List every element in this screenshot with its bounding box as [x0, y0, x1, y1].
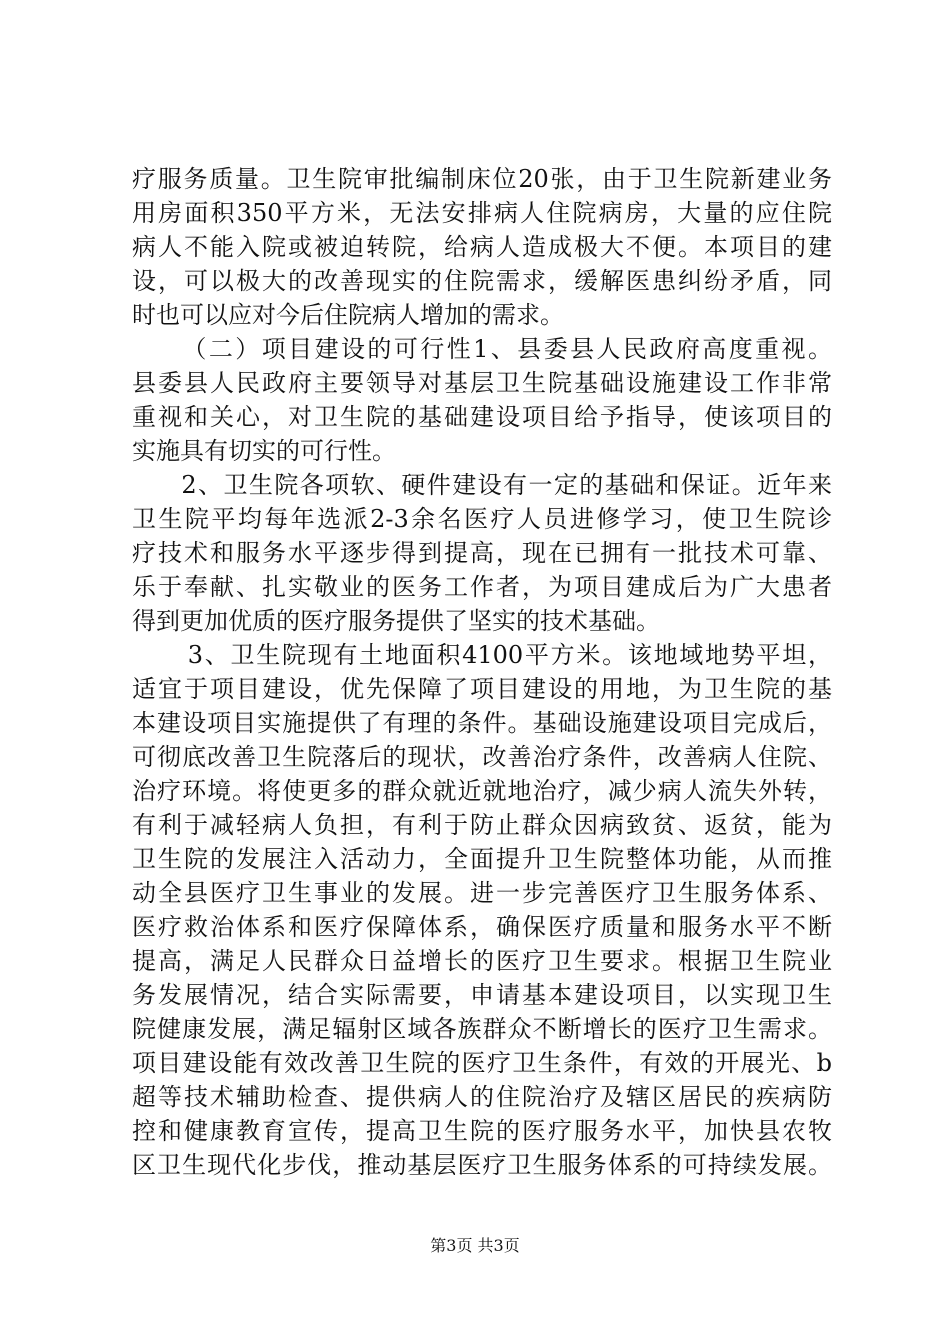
page-number-footer: 第3页 共3页 [430, 1236, 520, 1255]
text-line-8: 重视和关心，对卫生院的基础建设项目给予指导，使该项目的 [132, 403, 832, 431]
text-line-15: 3、卫生院现有土地面积4100平方米。该地域地势平坦， [162, 641, 832, 669]
text-line-13: 乐于奉献、扎实敬业的医务工作者，为项目建成后为广大患者 [132, 573, 832, 601]
text-line-6: （二）项目建设的可行性1、县委县人民政府高度重视。 [168, 335, 832, 363]
text-line-24: 提高，满足人民群众日益增长的医疗卫生要求。根据卫生院业 [132, 947, 832, 975]
text-line-10: 2、卫生院各项软、硬件建设有一定的基础和保证。近年来 [156, 471, 832, 499]
text-line-21: 卫生院的发展注入活动力，全面提升卫生院整体功能，从而推 [132, 845, 832, 873]
text-line-25: 务发展情况，结合实际需要，申请基本建设项目，以实现卫生 [132, 981, 832, 1009]
text-line-23: 医疗救治体系和医疗保障体系，确保医疗质量和服务水平不断 [132, 913, 832, 941]
text-line-1: 疗服务质量。卫生院审批编制床位20张，由于卫生院新建业务 [132, 165, 832, 193]
text-line-28: 超等技术辅助检查、提供病人的住院治疗及辖区居民的疾病防 [132, 1083, 832, 1111]
text-line-11: 卫生院平均每年选派2-3余名医疗人员进修学习，使卫生院诊 [132, 505, 832, 533]
text-line-4: 设，可以极大的改善现实的住院需求，缓解医患纠纷矛盾，同 [132, 267, 832, 295]
text-line-2: 用房面积350平方米，无法安排病人住院病房，大量的应住院 [132, 199, 832, 227]
text-line-12: 疗技术和服务水平逐步得到提高，现在已拥有一批技术可靠、 [132, 539, 832, 567]
text-line-3: 病人不能入院或被迫转院，给病人造成极大不便。本项目的建 [132, 233, 832, 261]
text-line-20: 有利于减轻病人负担，有利于防止群众因病致贫、返贫，能为 [132, 811, 832, 839]
document-body [132, 162, 832, 1182]
text-line-26: 院健康发展，满足辐射区域各族群众不断增长的医疗卫生需求。 [132, 1015, 832, 1043]
text-line-27: 项目建设能有效改善卫生院的医疗卫生条件，有效的开展光、b [132, 1049, 832, 1077]
text-line-5: 时也可以应对今后住院病人增加的需求。 [132, 301, 564, 329]
text-line-7: 县委县人民政府主要领导对基层卫生院基础设施建设工作非常 [132, 369, 832, 397]
text-line-19: 治疗环境。将使更多的群众就近就地治疗，减少病人流失外转， [132, 777, 832, 805]
text-line-9: 实施具有切实的可行性。 [132, 437, 396, 465]
text-line-14: 得到更加优质的医疗服务提供了坚实的技术基础。 [132, 607, 660, 635]
text-line-30: 区卫生现代化步伐，推动基层医疗卫生服务体系的可持续发展。 [132, 1151, 832, 1179]
text-line-18: 可彻底改善卫生院落后的现状，改善治疗条件，改善病人住院、 [132, 743, 832, 771]
text-line-22: 动全县医疗卫生事业的发展。进一步完善医疗卫生服务体系、 [132, 879, 832, 907]
text-line-16: 适宜于项目建设，优先保障了项目建设的用地，为卫生院的基 [132, 675, 832, 703]
text-line-17: 本建设项目实施提供了有理的条件。基础设施建设项目完成后， [132, 709, 832, 737]
text-line-29: 控和健康教育宣传，提高卫生院的医疗服务水平，加快县农牧 [132, 1117, 832, 1145]
